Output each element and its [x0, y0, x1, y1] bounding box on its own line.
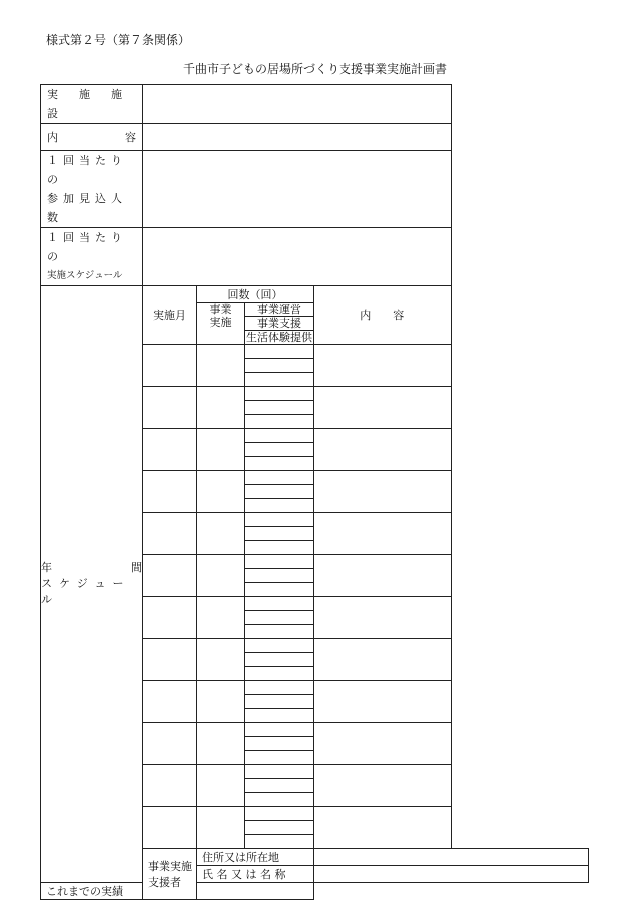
count-cell[interactable]: [245, 583, 314, 597]
month-cell[interactable]: [143, 681, 197, 723]
month-cell[interactable]: [143, 639, 197, 681]
impl-cell[interactable]: [197, 387, 245, 429]
annual-header-row-1: [41, 286, 589, 303]
month-cell[interactable]: [143, 471, 197, 513]
content-cell[interactable]: [314, 513, 452, 555]
count-cell[interactable]: [245, 471, 314, 485]
content-cell[interactable]: [314, 807, 452, 849]
content-cell[interactable]: [314, 639, 452, 681]
sub-support: 事業支援: [245, 317, 314, 331]
count-cell[interactable]: [245, 625, 314, 639]
count-cell[interactable]: [245, 373, 314, 387]
month-cell[interactable]: [143, 807, 197, 849]
row-participants: [41, 151, 589, 228]
content-cell[interactable]: [314, 555, 452, 597]
count-cell[interactable]: [245, 345, 314, 359]
label-address: 住所又は所在地: [197, 849, 314, 866]
label-content: 内 容: [41, 124, 143, 151]
month-cell[interactable]: [143, 387, 197, 429]
label-supporter: 事業実施支援者: [143, 849, 197, 900]
month-cell[interactable]: [143, 555, 197, 597]
impl-cell[interactable]: [197, 471, 245, 513]
label-participants: １回当たりの 参加見込人数: [41, 151, 143, 228]
count-cell[interactable]: [245, 737, 314, 751]
plan-table: [40, 84, 589, 900]
form-number: 様式第２号（第７条関係）: [46, 33, 191, 47]
count-cell[interactable]: [245, 485, 314, 499]
count-cell[interactable]: [245, 387, 314, 401]
input-record[interactable]: [197, 883, 314, 900]
input-participants[interactable]: [143, 151, 452, 228]
label-schedule-per-session: １回当たりの 実施スケジュール: [41, 228, 143, 286]
label-record: これまでの実績: [41, 883, 197, 900]
count-cell[interactable]: [245, 639, 314, 653]
label-annual-schedule: 年 間 スケジュール: [41, 286, 143, 883]
row-schedule-per-session: [41, 228, 589, 286]
count-cell[interactable]: [245, 751, 314, 765]
count-cell[interactable]: [245, 443, 314, 457]
impl-cell[interactable]: [197, 639, 245, 681]
count-cell[interactable]: [245, 415, 314, 429]
content-cell[interactable]: [314, 345, 452, 387]
impl-cell[interactable]: [197, 681, 245, 723]
col-month-header: 実施月: [143, 286, 197, 345]
count-cell[interactable]: [245, 513, 314, 527]
content-cell[interactable]: [314, 471, 452, 513]
col-implementation-header: 事業 実施: [197, 303, 245, 345]
content-cell[interactable]: [314, 597, 452, 639]
count-cell[interactable]: [245, 667, 314, 681]
row-facility: [41, 85, 589, 124]
month-cell[interactable]: [143, 765, 197, 807]
label-facility: 実 施 施 設: [41, 85, 143, 124]
input-facility[interactable]: [143, 85, 452, 124]
impl-cell[interactable]: [197, 723, 245, 765]
label-name: 氏 名 又 は 名 称: [197, 866, 314, 883]
content-cell[interactable]: [314, 723, 452, 765]
count-cell[interactable]: [245, 611, 314, 625]
input-content[interactable]: [143, 124, 452, 151]
count-cell[interactable]: [245, 457, 314, 471]
impl-cell[interactable]: [197, 429, 245, 471]
impl-cell[interactable]: [197, 765, 245, 807]
count-cell[interactable]: [245, 779, 314, 793]
month-cell[interactable]: [143, 345, 197, 387]
count-cell[interactable]: [245, 359, 314, 373]
count-cell[interactable]: [245, 429, 314, 443]
sub-operation: 事業運営: [245, 303, 314, 317]
month-cell[interactable]: [143, 597, 197, 639]
count-cell[interactable]: [245, 527, 314, 541]
impl-cell[interactable]: [197, 345, 245, 387]
input-name[interactable]: [314, 866, 589, 883]
count-cell[interactable]: [245, 821, 314, 835]
col-count-header: 回数（回）: [197, 286, 314, 303]
impl-cell[interactable]: [197, 513, 245, 555]
count-cell[interactable]: [245, 793, 314, 807]
content-cell[interactable]: [314, 681, 452, 723]
count-cell[interactable]: [245, 555, 314, 569]
count-cell[interactable]: [245, 695, 314, 709]
row-content: [41, 124, 589, 151]
count-cell[interactable]: [245, 401, 314, 415]
impl-cell[interactable]: [197, 597, 245, 639]
count-cell[interactable]: [245, 681, 314, 695]
count-cell[interactable]: [245, 541, 314, 555]
month-cell[interactable]: [143, 429, 197, 471]
impl-cell[interactable]: [197, 555, 245, 597]
count-cell[interactable]: [245, 835, 314, 849]
col-content-header: 内 容: [314, 286, 452, 345]
content-cell[interactable]: [314, 765, 452, 807]
sub-life-experience: 生活体験提供: [246, 331, 312, 344]
input-schedule-per-session[interactable]: [143, 228, 452, 286]
content-cell[interactable]: [314, 429, 452, 471]
impl-cell[interactable]: [197, 807, 245, 849]
count-cell[interactable]: [245, 709, 314, 723]
count-cell[interactable]: [245, 653, 314, 667]
count-cell[interactable]: [245, 597, 314, 611]
count-cell[interactable]: [245, 569, 314, 583]
count-cell[interactable]: [245, 807, 314, 821]
supporter-row-record: [41, 883, 589, 900]
month-cell[interactable]: [143, 513, 197, 555]
document-title: 千曲市子どもの居場所づくり支援事業実施計画書: [182, 62, 447, 76]
count-cell[interactable]: [245, 765, 314, 779]
input-address[interactable]: [314, 849, 589, 866]
count-cell[interactable]: [245, 723, 314, 737]
count-cell[interactable]: [245, 499, 314, 513]
content-cell[interactable]: [314, 387, 452, 429]
month-cell[interactable]: [143, 723, 197, 765]
